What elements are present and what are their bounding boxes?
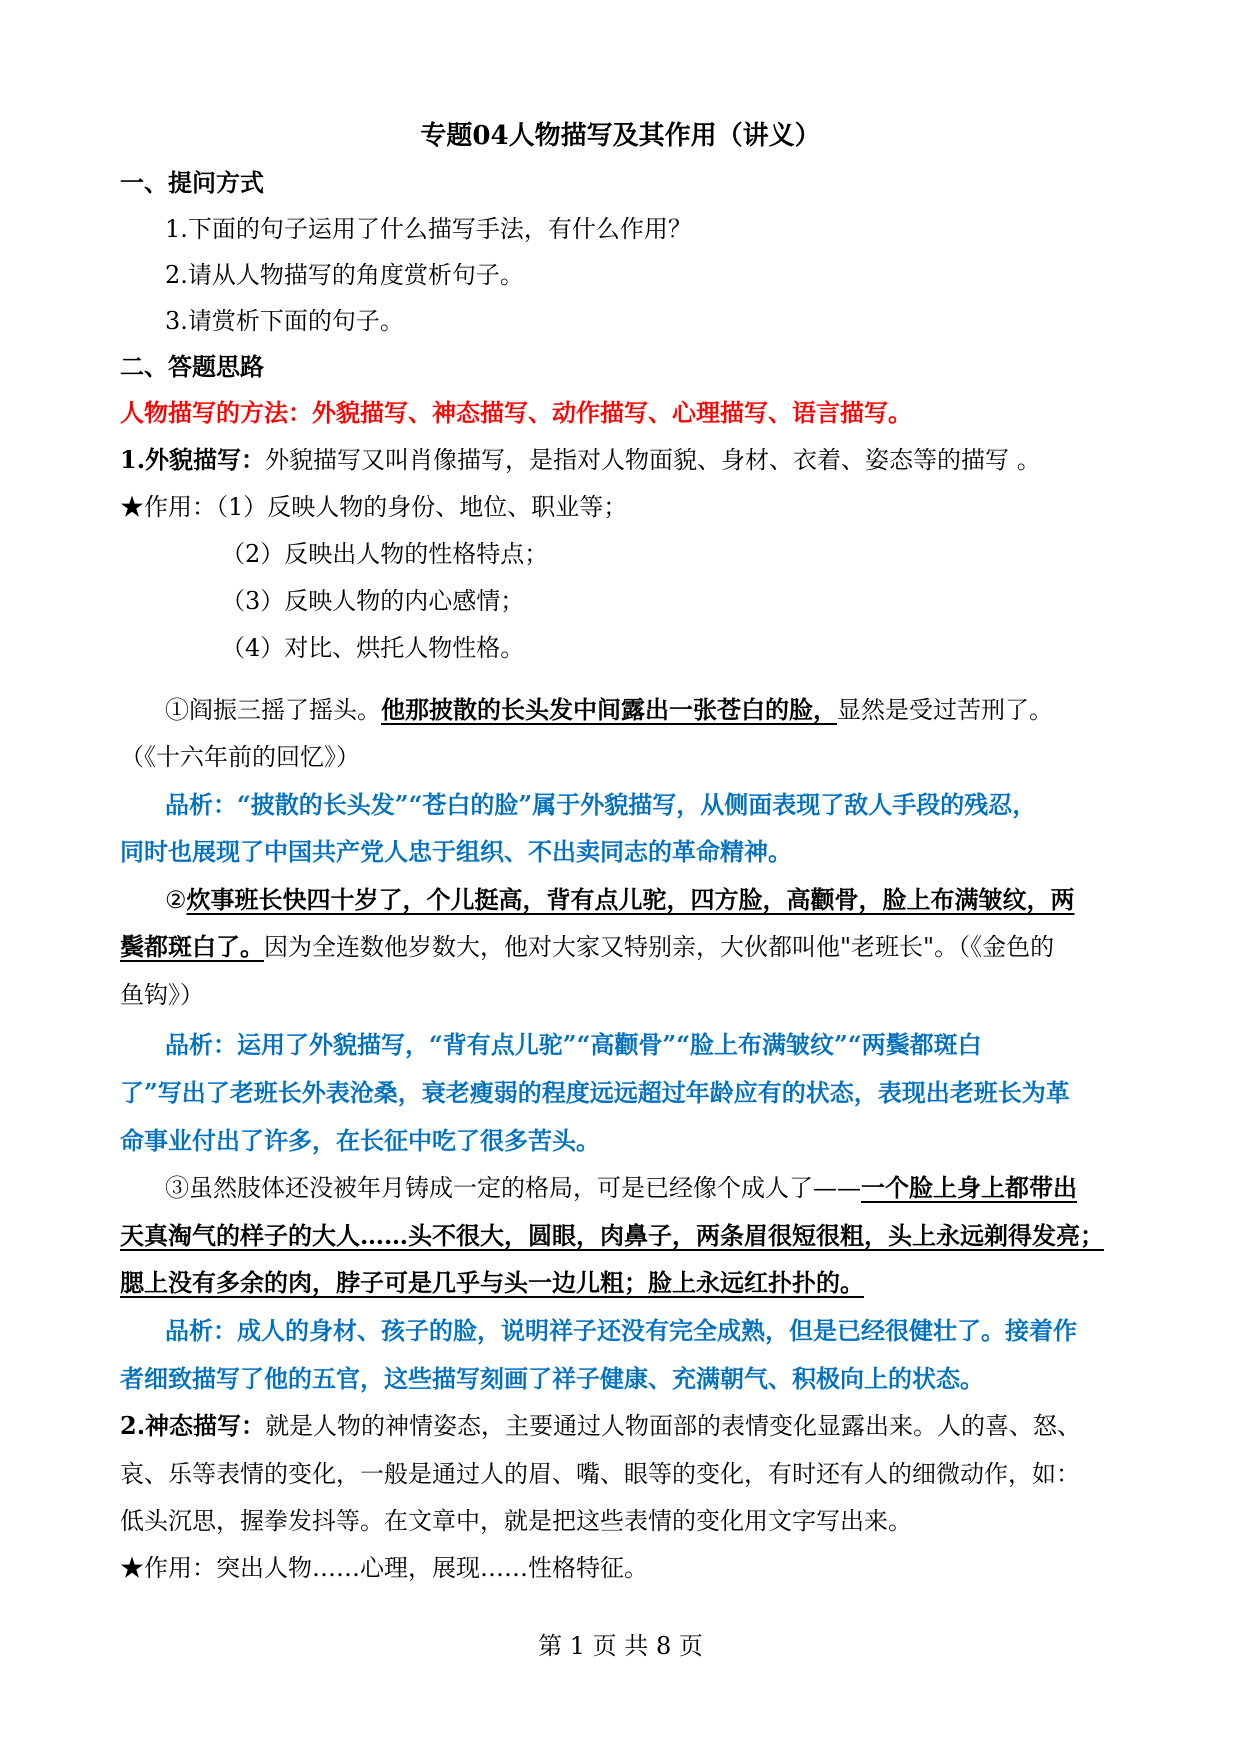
- appearance-effect-2: （2）反映出人物的性格特点；: [221, 540, 549, 568]
- example-2-analysis-3: 命事业付出了许多，在长征中吃了很多苦头。: [120, 1126, 600, 1155]
- section-heading-approach: 二、答题思路: [120, 352, 264, 381]
- example-1-text: ①阎振三摇了摇头。他那披散的长头发中间露出一张苍白的脸，显然是受过苦刑了。: [165, 695, 1053, 724]
- question-1: 1.下面的句子运用了什么描写手法，有什么作用？: [165, 215, 692, 243]
- example-3-analysis-1: 品析：成人的身材、孩子的脸，说明祥子还没有完全成熟，但是已经很健壮了。接着作: [165, 1316, 1077, 1345]
- example-3-analysis-2: 者细致描写了他的五官，这些描写刻画了祥子健康、充满朝气、积极向上的状态。: [120, 1364, 984, 1393]
- section-heading-questions: 一、提问方式: [120, 168, 264, 197]
- example-2-source: 鱼钩》）: [120, 981, 204, 1009]
- example-3-text-2: 天真淘气的样子的大人……头不很大，圆眼，肉鼻子，两条眉很短很粗，头上永远剃得发亮；: [120, 1221, 1104, 1250]
- example-3-text-1: ③虽然肢体还没被年月铸成一定的格局，可是已经像个成人了——一个脸上身上都带出: [165, 1173, 1077, 1202]
- methods-summary: 人物描写的方法：外貌描写、神态描写、动作描写、心理描写、语言描写。: [120, 398, 912, 427]
- example-3-text-3: 腮上没有多余的肉，脖子可是几乎与头一边儿粗；脸上永远红扑扑的。: [120, 1268, 864, 1297]
- expression-definition-3: 低头沉思，握拳发抖等。在文章中，就是把这些表情的变化用文字写出来。: [120, 1507, 912, 1535]
- appearance-effect-3: （3）反映人物的内心感情；: [221, 587, 525, 615]
- example-2-analysis-1: 品析：运用了外貌描写，“背有点儿驼”“高颧骨”“脸上布满皱纹”“两鬓都斑白: [165, 1030, 982, 1059]
- example-1-underlined: 他那披散的长头发中间露出一张苍白的脸，: [381, 695, 837, 724]
- example-1-source: （《十六年前的回忆》）: [120, 743, 360, 771]
- expression-effect: ★作用：突出人物……心理，展现……性格特征。: [120, 1554, 648, 1582]
- expression-label: 2.神态描写：: [120, 1411, 266, 1440]
- question-3: 3.请赏析下面的句子。: [165, 307, 404, 335]
- example-1-analysis-1: 品析：“披散的长头发”“苍白的脸”属于外貌描写，从侧面表现了敌人手段的残忍，: [165, 790, 1037, 819]
- appearance-label: 1.外貌描写：: [120, 445, 266, 474]
- effect-label: ★作用：: [120, 493, 216, 521]
- expression-definition-2: 哀、乐等表情的变化，一般是通过人的眉、嘴、眼等的变化，有时还有人的细微动作，如：: [120, 1460, 1080, 1488]
- question-2: 2.请从人物描写的角度赏析句子。: [165, 261, 524, 289]
- example-1-analysis-2: 同时也展现了中国共产党人忠于组织、不出卖同志的革命精神。: [120, 837, 792, 866]
- appearance-definition: [120, 445, 1140, 475]
- appearance-effect-1: ★作用：（1）反映人物的身份、地位、职业等；: [120, 493, 628, 521]
- page-footer: 第 1 页 共 8 页: [538, 1632, 703, 1660]
- document-title: 专题04人物描写及其作用（讲义）: [420, 121, 821, 151]
- example-2-text-1: ②炊事班长快四十岁了，个儿挺高，背有点儿驼，四方脸，高颧骨，脸上布满皱纹，两: [165, 885, 1075, 914]
- example-2-text-2: 鬓都斑白了。因为全连数他岁数大，他对大家又特别亲，大伙都叫他"老班长"。（《金色的: [120, 932, 1055, 961]
- expression-definition-1: 2.神态描写：就是人物的神情姿态，主要通过人物面部的表情变化显露出来。人的喜、怒、: [120, 1411, 1082, 1440]
- appearance-desc: 外貌描写又叫肖像描写，是指对人物面貌、身材、衣着、姿态等的描写 。: [265, 446, 1041, 474]
- example-2-analysis-2: 了”写出了老班长外表沧桑，衰老瘦弱的程度远远超过年龄应有的状态，表现出老班长为革: [120, 1078, 1070, 1107]
- appearance-effect-4: （4）对比、烘托人物性格。: [221, 634, 525, 662]
